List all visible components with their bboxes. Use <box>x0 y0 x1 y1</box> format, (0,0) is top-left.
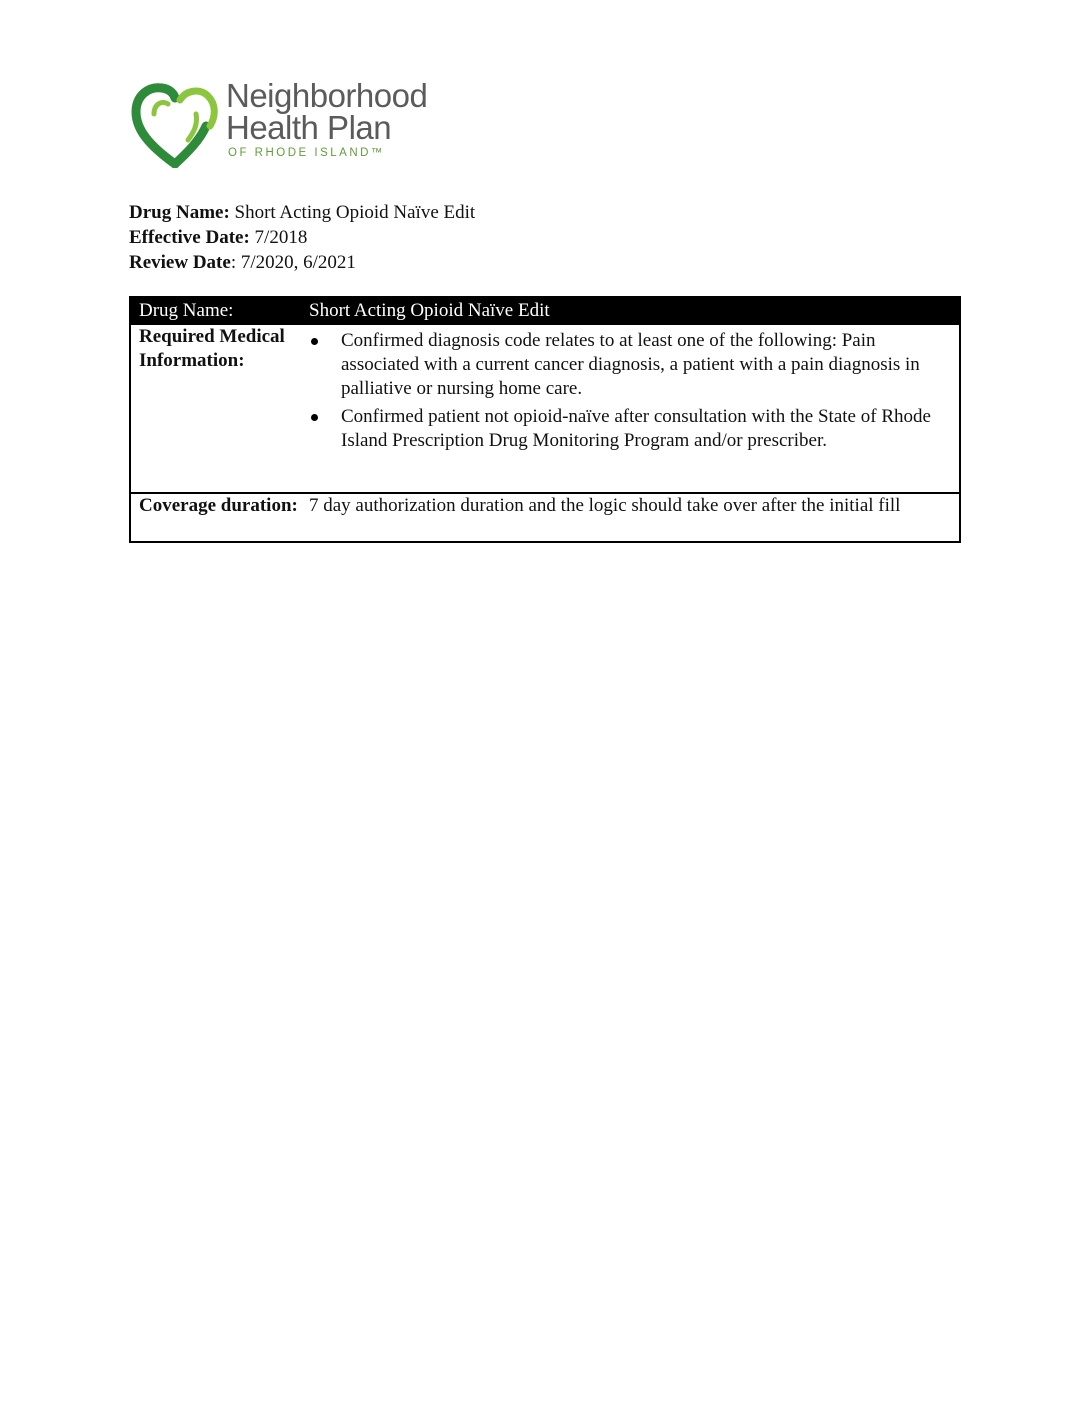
logo-line-health-plan: Health Plan <box>226 109 392 146</box>
meta-effective-date-value: 7/2018 <box>249 227 308 248</box>
required-info-value <box>299 325 959 492</box>
company-logo <box>130 77 440 170</box>
coverage-duration-row <box>131 492 959 541</box>
meta-drug-name-label: Drug Name: <box>129 202 230 223</box>
meta-review-date-label: Review Date <box>129 252 231 273</box>
meta-drug-name <box>129 200 475 225</box>
bullet-text: Confirmed patient not opioid-naïve after consultation with the State of Rhode Island Prescription Drug Monitoring Program and/or prescriber. <box>341 406 931 451</box>
required-info-list <box>309 329 951 453</box>
required-info-label: Required Medical Information: <box>139 326 285 371</box>
header-value: Short Acting Opioid Naïve Edit <box>309 300 550 321</box>
logo-line-rhode-island: OF RHODE ISLAND™ <box>228 147 385 159</box>
table-header-row <box>131 298 959 323</box>
logo-line-neighborhood: Neighborhood <box>226 77 428 114</box>
list-item <box>309 405 951 453</box>
heart-logo-icon <box>130 80 220 168</box>
coverage-duration-label: Coverage duration: <box>139 495 298 516</box>
policy-table <box>129 296 961 543</box>
list-item <box>309 329 951 401</box>
bullet-icon <box>311 338 318 345</box>
meta-drug-name-value: Short Acting Opioid Naïve Edit <box>229 202 476 223</box>
policy-meta <box>129 200 475 275</box>
meta-review-date-value: : 7/2020, 6/2021 <box>230 252 356 273</box>
logo-wordmark <box>226 77 428 159</box>
coverage-duration-value: 7 day authorization duration and the logic should take over after the initial fill <box>309 495 901 516</box>
header-label: Drug Name: <box>139 300 234 321</box>
required-info-row <box>131 323 959 492</box>
meta-effective-date-label: Effective Date: <box>129 227 250 248</box>
meta-effective-date <box>129 225 475 250</box>
meta-review-date <box>129 250 475 275</box>
bullet-icon <box>311 414 318 421</box>
bullet-text: Confirmed diagnosis code relates to at least one of the following: Pain associated with a current cancer diagnosis, a patient with a pain diagnosis in palliative or nursing home care. <box>341 330 920 399</box>
